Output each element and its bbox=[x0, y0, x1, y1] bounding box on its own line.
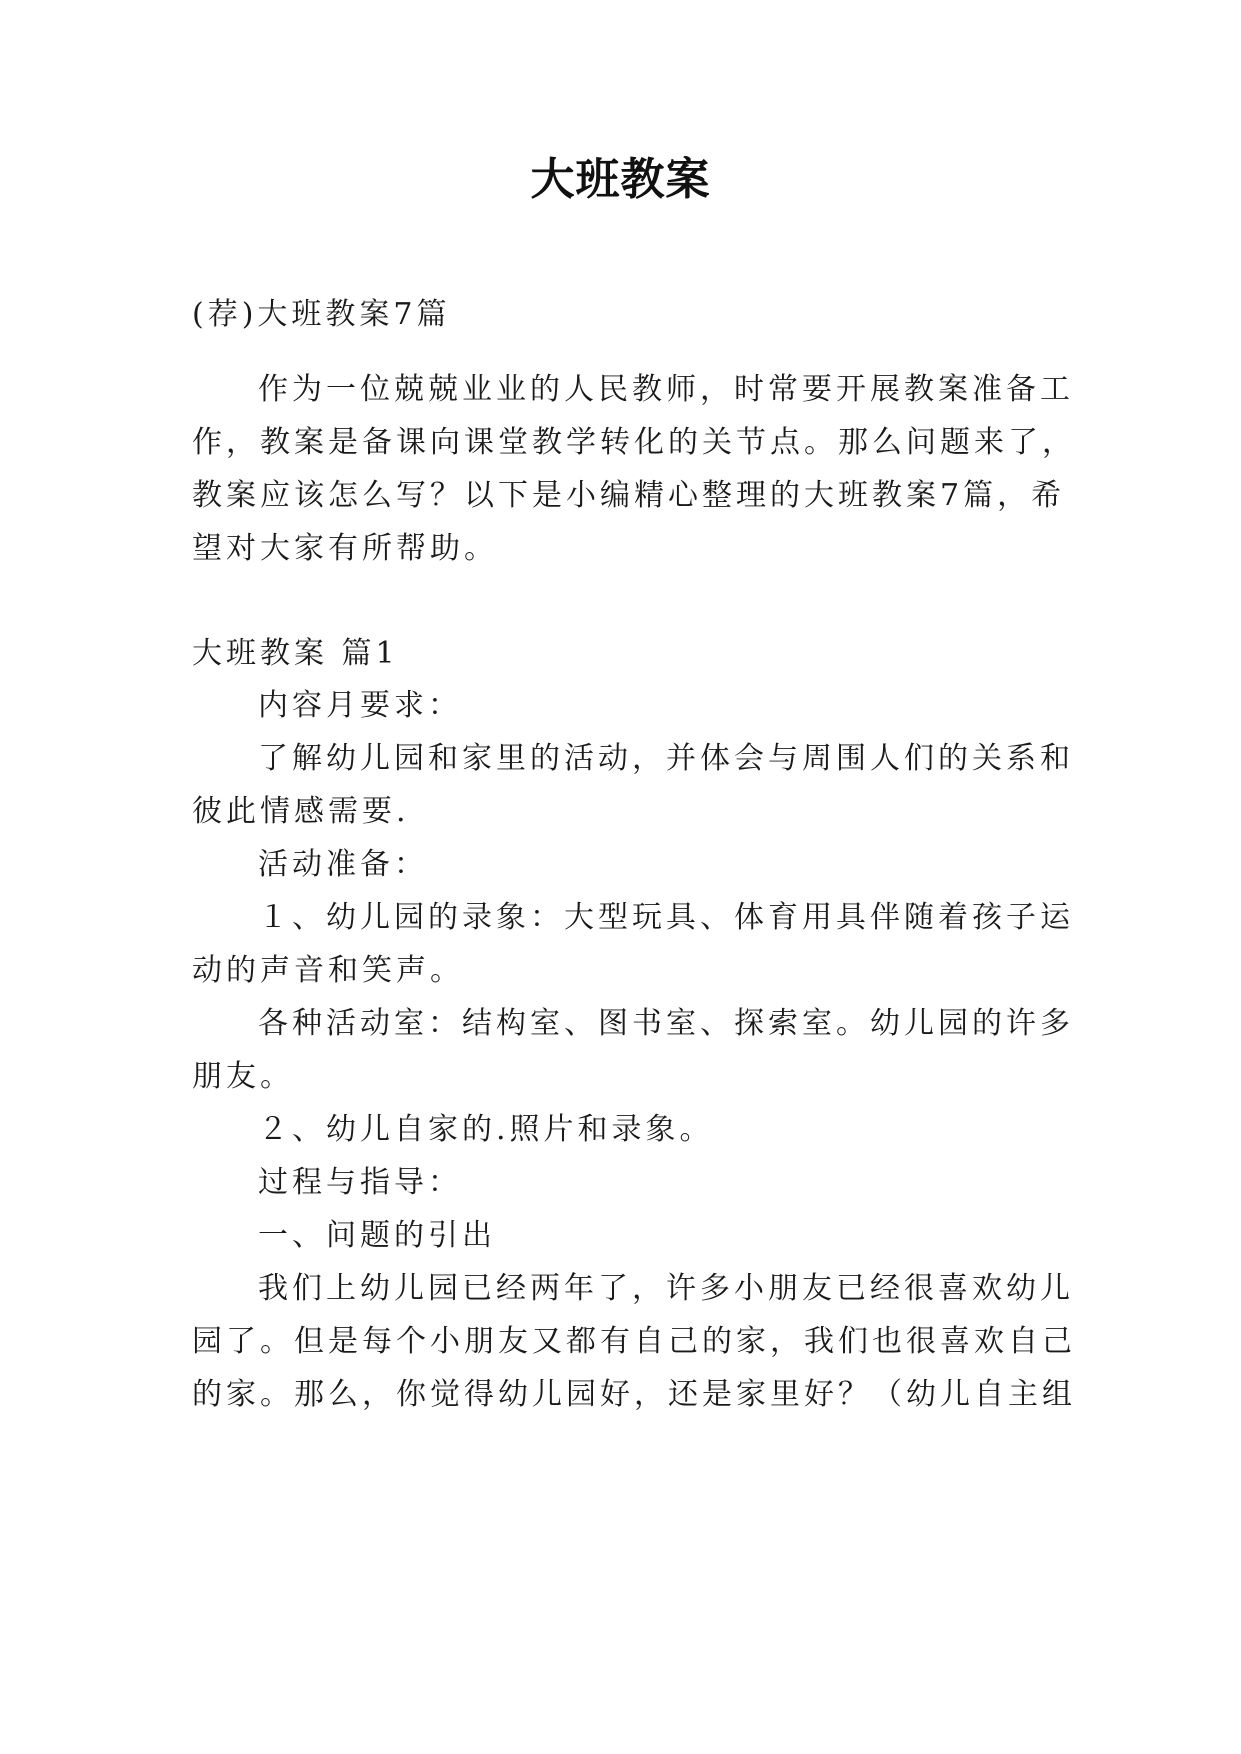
body-line-7: 各种活动室：结构室、图书室、探索室。幼儿园的许多 bbox=[258, 1006, 1074, 1041]
body-line-9: ２、幼儿自家的.照片和录象。 bbox=[258, 1112, 714, 1147]
body-line-12: 我们上幼儿园已经两年了，许多小朋友已经很喜欢幼儿 bbox=[258, 1271, 1074, 1306]
body-line-3: 彼此情感需要. bbox=[192, 794, 410, 829]
body-line-2: 了解幼儿园和家里的活动，并体会与周围人们的关系和 bbox=[258, 741, 1074, 776]
body-line-14: 的家。那么，你觉得幼儿园好，还是家里好？（幼儿自主组 bbox=[192, 1377, 1076, 1412]
intro-line-1: 作为一位兢兢业业的人民教师，时常要开展教案准备工 bbox=[258, 372, 1074, 407]
body-line-4: 活动准备： bbox=[258, 847, 428, 882]
body-line-10: 过程与指导： bbox=[258, 1165, 462, 1200]
body-line-5: １、幼儿园的录象：大型玩具、体育用具伴随着孩子运 bbox=[258, 900, 1074, 935]
intro-line-4: 望对大家有所帮助。 bbox=[192, 531, 498, 566]
intro-line-2: 作，教案是备课向课堂教学转化的关节点。那么问题来了， bbox=[192, 425, 1076, 460]
body-line-8: 朋友。 bbox=[192, 1059, 294, 1094]
body-line-11: 一、问题的引出 bbox=[258, 1218, 496, 1253]
section-heading: 大班教案 篇1 bbox=[192, 636, 399, 671]
document-title: 大班教案 bbox=[530, 154, 711, 205]
body-line-13: 园了。但是每个小朋友又都有自己的家，我们也很喜欢自己 bbox=[192, 1324, 1076, 1359]
body-line-6: 动的声音和笑声。 bbox=[192, 953, 464, 988]
body-line-1: 内容月要求： bbox=[258, 688, 462, 723]
intro-line-3: 教案应该怎么写？以下是小编精心整理的大班教案7篇，希 bbox=[192, 478, 1066, 513]
document-subtitle: (荐)大班教案7篇 bbox=[192, 297, 451, 332]
